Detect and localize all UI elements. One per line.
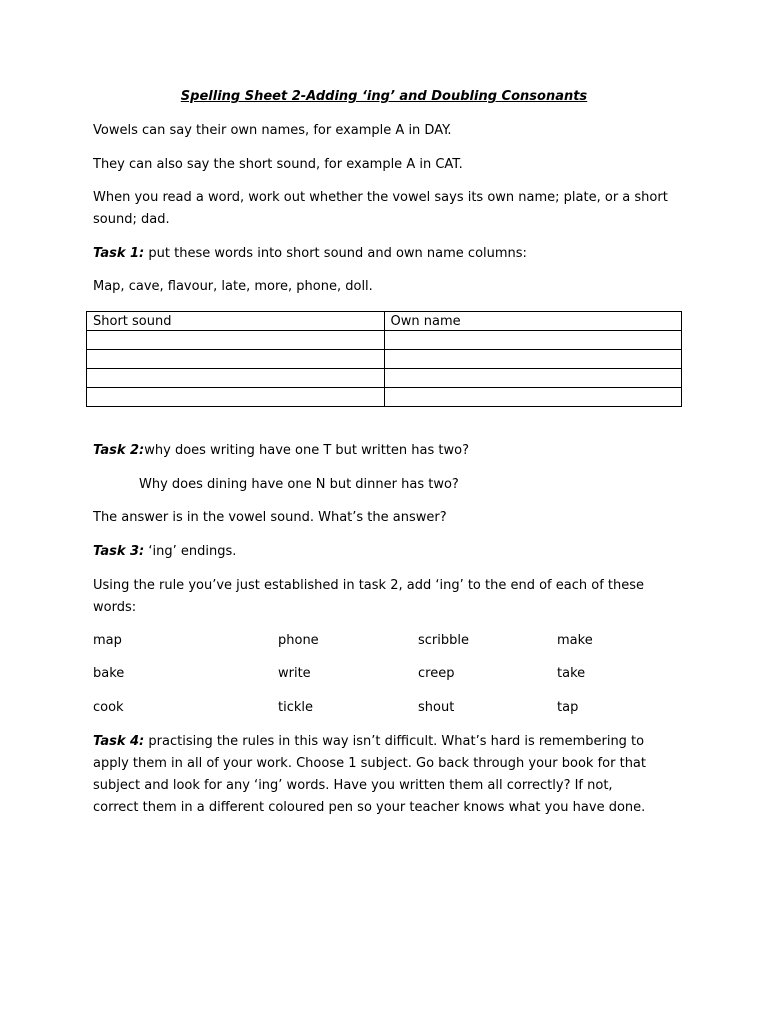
- word-item: write: [278, 666, 311, 681]
- task1-instruction: [93, 243, 683, 265]
- word-item: shout: [418, 700, 455, 715]
- word-item: make: [557, 633, 593, 648]
- task1-text: put these words into short sound and own name columns:: [144, 246, 527, 261]
- blank-cell[interactable]: [87, 388, 385, 407]
- task3-instruction-a: Using the rule you’ve just established in task 2, add ‘ing’ to the end of each of these: [93, 578, 645, 593]
- task2-label: Task 2:: [93, 443, 145, 458]
- task3-label: Task 3:: [93, 544, 145, 559]
- table-row: [87, 350, 682, 369]
- task2-question-1: [93, 440, 683, 462]
- word-item: map: [93, 633, 122, 648]
- word-item: tap: [557, 700, 579, 715]
- column-header-short-sound: Short sound: [87, 312, 385, 331]
- sound-columns-table: [86, 311, 682, 407]
- word-item: take: [557, 666, 586, 681]
- task1-word-list: Map, cave, flavour, late, more, phone, doll.: [93, 279, 373, 294]
- task3-heading: [93, 541, 683, 563]
- task4-line-4: correct them in a different coloured pen so your teacher knows what you have done.: [93, 800, 646, 815]
- table-row: [87, 369, 682, 388]
- task1-label: Task 1:: [93, 246, 145, 261]
- word-item: phone: [278, 633, 319, 648]
- table-row: [87, 388, 682, 407]
- task4-line-2: apply them in all of your work. Choose 1 subject. Go back through your book for that: [93, 756, 646, 771]
- blank-cell[interactable]: [87, 331, 385, 350]
- blank-cell[interactable]: [384, 369, 682, 388]
- blank-cell[interactable]: [384, 350, 682, 369]
- task4-label: Task 4:: [93, 734, 145, 749]
- word-item: tickle: [278, 700, 313, 715]
- task4-line-3: subject and look for any ‘ing’ words. Have you written them all correctly? If not,: [93, 778, 613, 793]
- task3-instruction-b: words:: [93, 600, 137, 615]
- table-header-row: [87, 312, 682, 331]
- word-item: cook: [93, 700, 124, 715]
- word-item: scribble: [418, 633, 469, 648]
- page-title: Spelling Sheet 2-Adding ‘ing’ and Doubling Consonants: [180, 89, 588, 104]
- blank-cell[interactable]: [87, 369, 385, 388]
- table-row: [87, 331, 682, 350]
- intro-line-1: Vowels can say their own names, for example A in DAY.: [93, 123, 452, 138]
- column-header-own-name: Own name: [384, 312, 682, 331]
- task2-text: why does writing have one T but written has two?: [144, 443, 469, 458]
- intro-line-3a: When you read a word, work out whether the vowel says its own name; plate, or a short: [93, 190, 668, 205]
- task4-text: practising the rules in this way isn’t difficult. What’s hard is remembering to: [144, 734, 645, 749]
- intro-line-2: They can also say the short sound, for example A in CAT.: [93, 157, 463, 172]
- task2-question-2: Why does dining have one N but dinner has two?: [139, 477, 459, 492]
- task4-line-1: [93, 731, 683, 753]
- blank-cell[interactable]: [384, 331, 682, 350]
- blank-cell[interactable]: [87, 350, 385, 369]
- task3-text: ‘ing’ endings.: [144, 544, 237, 559]
- task2-answer-prompt: The answer is in the vowel sound. What’s the answer?: [93, 510, 447, 525]
- intro-line-3b: sound; dad.: [93, 212, 170, 227]
- word-item: bake: [93, 666, 125, 681]
- blank-cell[interactable]: [384, 388, 682, 407]
- word-item: creep: [418, 666, 455, 681]
